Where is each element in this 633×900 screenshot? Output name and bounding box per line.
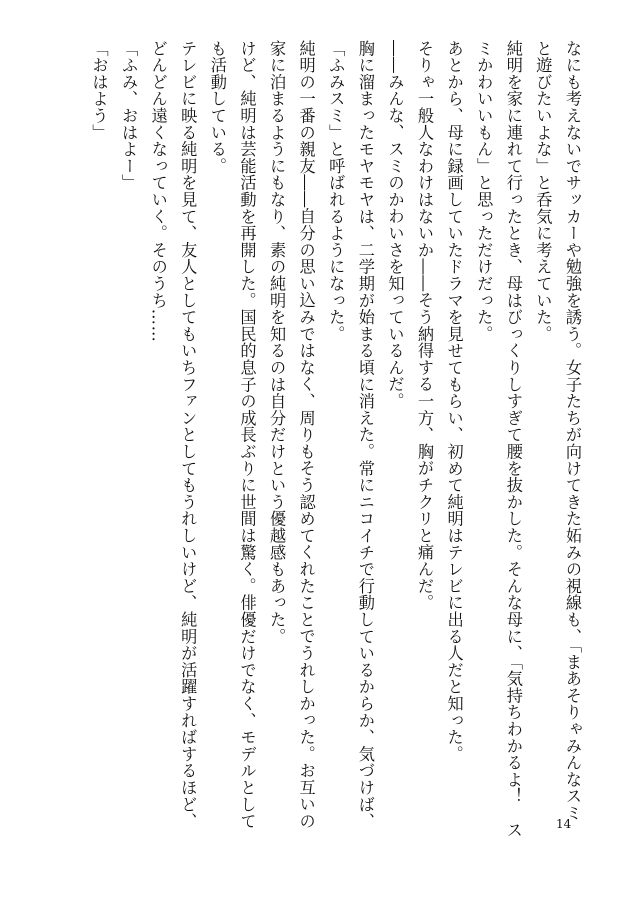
text-line: そりゃ一般人なわけはないか――そう納得する一方、胸がチクリと痛んだ。 (415, 40, 435, 612)
text-line: ミかわいいもん」と思っただけだった。 (474, 40, 494, 343)
text-line: 「おはよう」 (89, 40, 109, 141)
text-line: テレビに映る純明を見て、友人としてもいちファンとしてもうれしいけど、純明が活躍すればするほど、 (178, 40, 198, 830)
text-line: 「ふみスミ」と呼ばれるようになった。 (326, 40, 346, 343)
text-line: けど、純明は芸能活動を再開した。国民的息子の成長ぶりに世間は驚く。俳優だけでなく、モデルとして (237, 40, 257, 830)
text-line: なにも考えないでサッカーや勉強を誘う。女子たちが向けてきた妬みの視線も、「まあそりゃみんなスミ (563, 40, 582, 822)
text-line: 胸に溜まったモヤモヤは、二学期が始まる頃に消えた。常にニコイチで行動しているからか、気づけば、 (355, 40, 375, 830)
text-line: 「ふみ、おはよー」 (119, 40, 139, 192)
text-line: どんどん遠くなっていく。そのうち…… (148, 40, 168, 343)
text-line: も活動している。 (207, 40, 227, 175)
page-number: 14 (556, 817, 572, 831)
text-line: あとから、母に録画していたドラマを見せてもらい、初めて純明はテレビに出る人だと知った。 (444, 40, 464, 763)
text-line: 純明を家に連れて行ったとき、母はびっくりしすぎて腰を抜かした。そんな母に、「気持ちわかるよ！ ス (503, 40, 523, 839)
text-line: 純明の一番の親友――自分の思い込みではなく、周りもそう認めてくれたことでうれしかった。お互いの (296, 40, 316, 830)
text-line: ――みんな、スミのかわいさを知っているんだ。 (385, 40, 405, 410)
text-line: と遊びたいよな」と呑気に考えていた。 (533, 40, 553, 343)
text-line: 家に泊まるようにもなり、素の純明を知るのは自分だけという優越感もあった。 (267, 40, 287, 645)
